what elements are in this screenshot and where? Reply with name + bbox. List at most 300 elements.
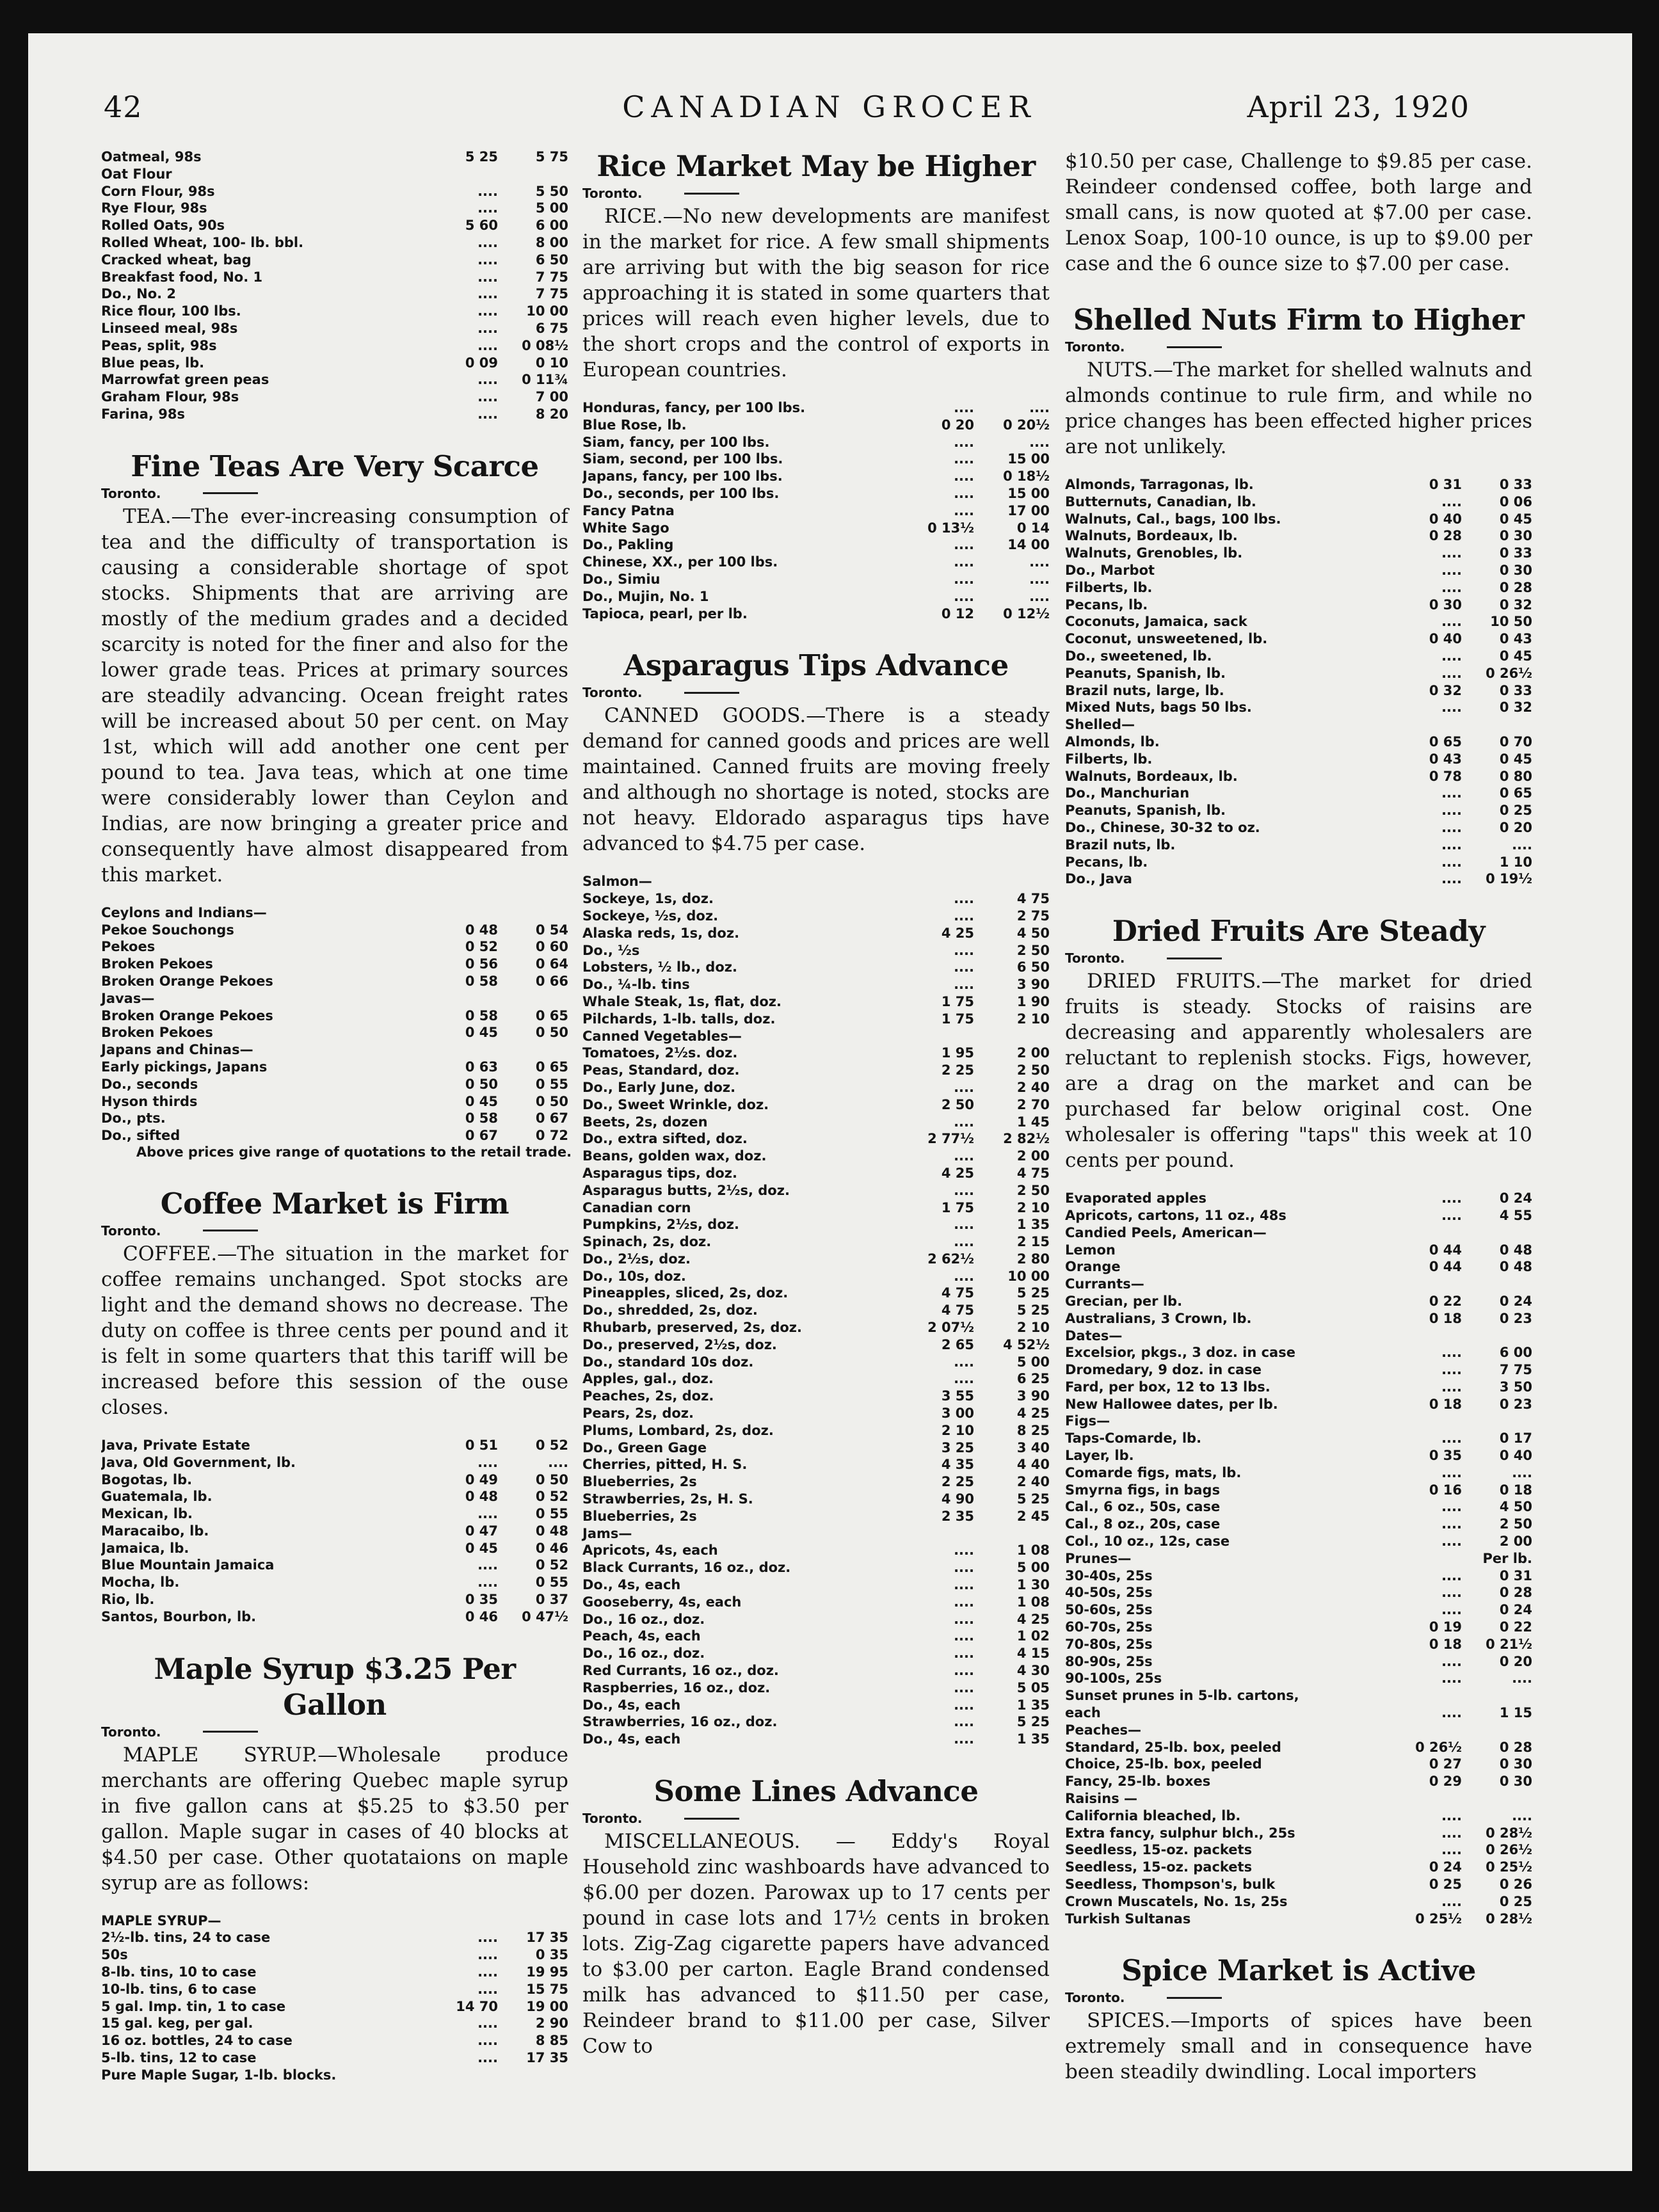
price-low: 0 18 <box>1429 1636 1462 1652</box>
maple-dateline: Toronto. <box>101 1724 568 1740</box>
item-name: Sockeye, 1s, doz. <box>582 891 714 907</box>
price-row <box>101 1007 568 1025</box>
item-name: Gooseberry, 4s, each <box>582 1594 742 1610</box>
price-high: 0 64 <box>535 956 568 972</box>
price-high: .... <box>1029 588 1050 604</box>
price-low: 0 47 <box>465 1523 498 1539</box>
item-name: MAPLE SYRUP— <box>101 1912 221 1928</box>
price-row <box>582 1079 1050 1096</box>
price-low: .... <box>477 200 498 216</box>
price-high: 5 50 <box>535 183 568 199</box>
price-row <box>582 1645 1050 1662</box>
nuts-dateline: Toronto. <box>1065 339 1532 355</box>
column-right <box>1065 148 1532 2085</box>
price-high: 2 10 <box>1016 1199 1050 1215</box>
price-high: .... <box>1512 1464 1532 1480</box>
item-name: Sunset prunes in 5-lb. cartons, <box>1065 1688 1299 1704</box>
item-name: Mocha, lb. <box>101 1575 180 1591</box>
price-row <box>101 1964 568 1981</box>
price-high: 0 23 <box>1499 1396 1532 1412</box>
price-high: .... <box>1512 837 1532 853</box>
price-row <box>101 990 568 1007</box>
item-name: Pineapples, sliced, 2s, doz. <box>582 1285 789 1301</box>
price-low: 4 90 <box>941 1491 974 1507</box>
item-name: Java, Old Government, lb. <box>101 1454 296 1470</box>
item-name: Do., Marbot <box>1065 562 1155 578</box>
price-high: 1 15 <box>1499 1705 1532 1721</box>
price-high: 6 50 <box>1016 959 1050 975</box>
price-row <box>582 1508 1050 1525</box>
price-high: 0 14 <box>1016 520 1050 536</box>
price-high: 0 17 <box>1499 1431 1532 1447</box>
price-high: 14 00 <box>1007 537 1050 553</box>
column-left <box>101 148 572 2084</box>
price-row <box>582 1045 1050 1062</box>
price-low: 4 75 <box>941 1285 974 1301</box>
price-row <box>582 1594 1050 1611</box>
price-high: 4 25 <box>1016 1406 1050 1422</box>
price-row <box>582 908 1050 925</box>
price-row <box>101 166 568 183</box>
price-row <box>1065 1841 1532 1859</box>
price-row <box>101 234 568 252</box>
price-low: 0 58 <box>465 1007 498 1023</box>
price-row <box>582 1628 1050 1645</box>
price-low: .... <box>477 252 498 268</box>
item-name: Figs— <box>1065 1413 1110 1429</box>
price-high: 0 20 <box>1499 819 1532 835</box>
price-high: 7 75 <box>1499 1362 1532 1378</box>
price-high: 2 50 <box>1016 942 1050 958</box>
price-low: .... <box>1441 493 1462 509</box>
column-middle <box>582 148 1050 2059</box>
price-high: 0 65 <box>1499 785 1532 801</box>
price-low: .... <box>477 269 498 285</box>
price-low: .... <box>1441 562 1462 578</box>
price-row <box>582 1354 1050 1371</box>
item-name: Excelsior, pkgs., 3 doz. in case <box>1065 1345 1295 1361</box>
price-row <box>101 183 568 200</box>
price-high: 0 72 <box>535 1128 568 1144</box>
price-low: .... <box>477 1930 498 1946</box>
price-row <box>582 1302 1050 1319</box>
price-row <box>582 1251 1050 1268</box>
price-low: 4 35 <box>941 1457 974 1473</box>
price-high: 0 45 <box>1499 511 1532 527</box>
price-row <box>101 320 568 337</box>
price-low: 0 31 <box>1429 477 1462 492</box>
price-high: 0 19½ <box>1486 871 1532 887</box>
price-low: .... <box>1441 545 1462 561</box>
price-row <box>101 337 568 355</box>
price-row <box>101 1110 568 1127</box>
item-name: Filberts, lb. <box>1065 579 1153 595</box>
price-row <box>582 520 1050 537</box>
price-low: .... <box>1441 665 1462 681</box>
price-low: .... <box>954 1543 974 1559</box>
misc-headline: Some Lines Advance <box>653 1774 979 1808</box>
price-high: 0 35 <box>535 1947 568 1963</box>
price-low: .... <box>1441 1705 1462 1721</box>
item-name: Corn Flour, 98s <box>101 183 215 199</box>
price-high: 17 00 <box>1007 502 1050 518</box>
price-row <box>582 1525 1050 1543</box>
item-name: Prunes— <box>1065 1550 1132 1566</box>
price-high: 0 28½ <box>1486 1825 1532 1841</box>
price-row <box>1065 1413 1532 1430</box>
item-name: Do., ½s <box>582 942 640 958</box>
price-row <box>1065 1653 1532 1671</box>
price-high: .... <box>1029 400 1050 415</box>
item-name: 40-50s, 25s <box>1065 1585 1153 1601</box>
price-row <box>582 1285 1050 1302</box>
item-name: Cal., 6 oz., 50s, case <box>1065 1499 1221 1515</box>
price-high: 3 50 <box>1499 1379 1532 1395</box>
item-name: 15 gal. keg, per gal. <box>101 2016 253 2032</box>
item-name: Do., Sweet Wrinkle, doz. <box>582 1096 769 1112</box>
price-row <box>1065 1601 1532 1619</box>
maple-headline: Maple Syrup $3.25 Per Gallon <box>154 1651 516 1722</box>
item-name: Breakfast food, No. 1 <box>101 269 263 285</box>
item-name: White Sago <box>582 520 669 536</box>
item-name: Broken Pekoes <box>101 1025 213 1041</box>
price-low: .... <box>954 1560 974 1576</box>
price-high: 4 30 <box>1016 1663 1050 1679</box>
price-low: .... <box>954 1371 974 1387</box>
price-high: 0 26½ <box>1486 1842 1532 1858</box>
price-row <box>1065 1773 1532 1790</box>
price-row <box>582 571 1050 588</box>
price-row <box>582 1542 1050 1559</box>
price-low: 0 49 <box>465 1471 498 1487</box>
item-name: Do., Chinese, 30-32 to oz. <box>1065 819 1260 835</box>
price-high: 0 30 <box>1499 1756 1532 1772</box>
price-low: .... <box>1441 1653 1462 1669</box>
price-row <box>101 1127 568 1144</box>
item-name: Do., Mujin, No. 1 <box>582 588 709 604</box>
price-low: .... <box>954 469 974 485</box>
price-high: 0 55 <box>535 1076 568 1092</box>
item-name: 16 oz. bottles, 24 to case <box>101 2033 293 2049</box>
price-high: 0 48 <box>535 1523 568 1539</box>
price-row <box>582 1062 1050 1079</box>
price-high: .... <box>1029 554 1050 570</box>
price-low: .... <box>954 891 974 907</box>
coffee-headline: Coffee Market is Firm <box>160 1186 509 1221</box>
price-low: .... <box>954 942 974 958</box>
item-name: Do., shredded, 2s, doz. <box>582 1302 758 1318</box>
price-high: 2 40 <box>1016 1474 1050 1490</box>
price-low: .... <box>954 1148 974 1164</box>
price-low: .... <box>1441 1190 1462 1206</box>
price-row <box>101 1929 568 1946</box>
price-low: 1 75 <box>941 993 974 1009</box>
item-name: Peaches, 2s, doz. <box>582 1388 714 1404</box>
price-high: 2 70 <box>1016 1096 1050 1112</box>
price-row <box>1065 802 1532 819</box>
price-high: 5 75 <box>535 149 568 164</box>
item-name: 8-lb. tins, 10 to case <box>101 1964 257 1980</box>
price-row <box>582 605 1050 623</box>
price-high: 0 33 <box>1499 545 1532 561</box>
nuts-headline: Shelled Nuts Firm to Higher <box>1073 303 1525 337</box>
item-name: Peas, Standard, doz. <box>582 1062 740 1078</box>
item-name: Extra fancy, sulphur blch., 25s <box>1065 1825 1295 1841</box>
price-row <box>582 976 1050 993</box>
item-name: Layer, lb. <box>1065 1448 1134 1464</box>
price-high: 0 22 <box>1499 1619 1532 1635</box>
item-name: Almonds, lb. <box>1065 733 1160 749</box>
item-name: Do., 16 oz., doz. <box>582 1646 705 1662</box>
item-name: Peanuts, Spanish, lb. <box>1065 803 1226 819</box>
price-row <box>1065 1756 1532 1773</box>
price-row <box>101 938 568 956</box>
maple-article-body: MAPLE SYRUP.—Wholesale produce merchants are offering Quebec maple syrup in five gallon cans at $5.25 to $3.50 per gallon. Maple sugar in cases of 40 blocks at $4.50 per case. Other quotataions on maple syrup are as follows: <box>101 1743 568 1895</box>
item-name: Black Currants, 16 oz., doz. <box>582 1560 791 1576</box>
price-row <box>1065 613 1532 630</box>
item-name: Do., No. 2 <box>101 286 177 302</box>
price-low: 2 77½ <box>927 1131 974 1147</box>
price-high: 2 15 <box>1016 1234 1050 1250</box>
price-row <box>1065 1739 1532 1756</box>
price-row <box>582 1268 1050 1285</box>
tea-price-note: Above prices give range of quotations to the retail trade. <box>136 1144 572 1160</box>
price-high: 3 90 <box>1016 1388 1050 1404</box>
price-low: 5 25 <box>465 149 498 164</box>
item-name: Coconuts, Jamaica, sack <box>1065 614 1247 630</box>
price-row <box>101 355 568 372</box>
item-name: 90-100s, 25s <box>1065 1671 1162 1687</box>
item-name: Blueberries, 2s <box>582 1474 697 1490</box>
price-row <box>101 1981 568 1998</box>
item-name: Salmon— <box>582 874 652 890</box>
price-high: 8 00 <box>535 234 568 250</box>
price-low: 0 48 <box>465 1489 498 1505</box>
price-high: 0 06 <box>1499 493 1532 509</box>
item-name: Australians, 3 Crown, lb. <box>1065 1310 1252 1326</box>
price-low: .... <box>1441 579 1462 595</box>
price-row <box>1065 1670 1532 1687</box>
price-high: 3 90 <box>1016 977 1050 993</box>
price-low: .... <box>477 1981 498 1997</box>
nuts-article-body: NUTS.—The market for shelled walnuts and almonds continue to rule firm, and while no price changes has been effected higher prices are not unlikely. <box>1065 358 1532 458</box>
price-low: .... <box>1441 1345 1462 1361</box>
item-name: 10-lb. tins, 6 to case <box>101 1981 257 1997</box>
price-high: 2 50 <box>1499 1516 1532 1532</box>
item-name: Tapioca, pearl, per lb. <box>582 605 748 621</box>
price-high: 4 52½ <box>1003 1336 1050 1352</box>
price-row <box>101 1523 568 1540</box>
item-name: Pekoes <box>101 939 156 955</box>
price-high: 4 50 <box>1016 925 1050 941</box>
price-low: .... <box>1441 1825 1462 1841</box>
price-row <box>1065 1619 1532 1636</box>
item-name: Do., Manchurian <box>1065 785 1190 801</box>
item-name: Do., 10s, doz. <box>582 1268 686 1284</box>
price-low: .... <box>477 2016 498 2032</box>
price-low: 3 00 <box>941 1406 974 1422</box>
price-high: .... <box>1512 1807 1532 1823</box>
price-high: 2 75 <box>1016 908 1050 924</box>
item-name: Java, Private Estate <box>101 1437 250 1453</box>
price-row <box>582 417 1050 434</box>
price-high: 0 28½ <box>1486 1911 1532 1927</box>
price-row <box>101 2067 568 2084</box>
item-name: Pilchards, 1-lb. talls, doz. <box>582 1011 776 1027</box>
price-low: .... <box>954 1354 974 1370</box>
price-row <box>1065 1911 1532 1928</box>
price-high: 0 45 <box>1499 648 1532 664</box>
item-name: Japans, fancy, per 100 lbs. <box>582 469 783 485</box>
price-high: 17 35 <box>526 2050 568 2066</box>
price-row <box>101 389 568 406</box>
item-name: 50-60s, 25s <box>1065 1602 1153 1618</box>
magazine-title: CANADIAN GROCER <box>622 90 1037 124</box>
price-row <box>582 1456 1050 1473</box>
price-high: 0 80 <box>1499 768 1532 784</box>
price-low: 3 55 <box>941 1388 974 1404</box>
price-row <box>582 1611 1050 1628</box>
price-row <box>1065 1447 1532 1464</box>
item-name: Peach, 4s, each <box>582 1628 701 1644</box>
item-name: Jamaica, lb. <box>101 1540 189 1556</box>
price-row <box>1065 1704 1532 1722</box>
price-low: .... <box>477 2033 498 2049</box>
item-name: Cherries, pitted, H. S. <box>582 1457 748 1473</box>
item-name: Walnuts, Grenobles, lb. <box>1065 545 1243 561</box>
item-name: Coconut, unsweetened, lb. <box>1065 631 1268 647</box>
price-high: 0 28 <box>1499 1585 1532 1601</box>
price-row <box>1065 1293 1532 1310</box>
price-low: .... <box>1441 1499 1462 1515</box>
price-low: 0 45 <box>465 1093 498 1109</box>
item-name: Ceylons and Indians— <box>101 904 267 920</box>
price-row <box>582 1491 1050 1508</box>
price-high: 0 32 <box>1499 700 1532 716</box>
price-row <box>1065 1361 1532 1379</box>
price-high: 7 75 <box>535 286 568 302</box>
price-high: 1 10 <box>1499 854 1532 870</box>
price-low: 0 40 <box>1429 511 1462 527</box>
price-high: 5 25 <box>1016 1714 1050 1730</box>
item-name: Cracked wheat, bag <box>101 252 252 268</box>
item-name: Do., 2½s, doz. <box>582 1251 691 1267</box>
price-row <box>1065 1584 1532 1601</box>
item-name: 2½-lb. tins, 24 to case <box>101 1930 271 1946</box>
price-row <box>1065 597 1532 614</box>
item-name: Do., standard 10s doz. <box>582 1354 754 1370</box>
item-name: Dromedary, 9 doz. in case <box>1065 1362 1262 1378</box>
price-row <box>582 399 1050 417</box>
price-low: .... <box>477 1575 498 1591</box>
price-row <box>582 468 1050 485</box>
price-low: .... <box>477 1506 498 1522</box>
price-row <box>1065 511 1532 528</box>
price-high: 0 18 <box>1499 1482 1532 1498</box>
price-row <box>1065 1276 1532 1293</box>
price-low: .... <box>1441 614 1462 630</box>
item-name: Turkish Sultanas <box>1065 1911 1191 1927</box>
price-high: 0 25 <box>1499 1893 1532 1909</box>
item-name: Rye Flour, 98s <box>101 200 207 216</box>
price-row <box>101 922 568 939</box>
price-high: 0 26½ <box>1486 665 1532 681</box>
price-high: 8 85 <box>535 2033 568 2049</box>
price-high: 5 25 <box>1016 1302 1050 1318</box>
asparagus-dateline: Toronto. <box>582 685 1050 700</box>
price-row <box>101 956 568 973</box>
price-high: .... <box>548 1454 568 1470</box>
price-high: 2 50 <box>1016 1062 1050 1078</box>
price-low: 0 48 <box>465 922 498 938</box>
price-low: .... <box>954 1217 974 1233</box>
price-low: .... <box>477 2050 498 2066</box>
item-name: Walnuts, Bordeaux, lb. <box>1065 528 1238 544</box>
price-high: 0 65 <box>535 1059 568 1075</box>
item-name: Fancy Patna <box>582 502 675 518</box>
price-row <box>101 1488 568 1505</box>
price-high: 0 30 <box>1499 1774 1532 1790</box>
price-row <box>582 1148 1050 1165</box>
item-name: Mixed Nuts, bags 50 lbs. <box>1065 700 1252 716</box>
price-row <box>582 588 1050 605</box>
price-row <box>1065 1464 1532 1482</box>
price-low: .... <box>954 1697 974 1713</box>
price-row <box>101 1946 568 1964</box>
price-high: 2 40 <box>1016 1079 1050 1095</box>
price-row <box>582 890 1050 908</box>
nuts-price-table <box>1065 476 1532 888</box>
price-low <box>1398 1550 1473 1567</box>
price-high: 0 10 <box>535 355 568 371</box>
price-low: .... <box>1441 648 1462 664</box>
price-row <box>582 554 1050 571</box>
spice-headline: Spice Market is Active <box>1121 1953 1476 1988</box>
price-row <box>582 1028 1050 1045</box>
price-row <box>1065 1636 1532 1653</box>
tea-article-body: TEA.—The ever-increasing consumption of tea and the difficulty of transportation is causing a considerable shortage of spot stocks. Shipments that are arriving are mostly of the medium grades and a decided scarcity is noted for the finer and also for the lower grade teas. Prices at primary sources are steadily advancing. Ocean freight rates will be increased about 50 per cent. on May 1st, which will add another one cent per pound to tea. Java teas, which at one time were considerably lower than Ceylon and Indias, are now bringing a greater price and consequently have almost disappeared from this market. <box>101 504 568 886</box>
price-high: 0 48 <box>1499 1259 1532 1275</box>
item-name: Peas, split, 98s <box>101 337 217 353</box>
price-high: 0 11¾ <box>522 372 568 388</box>
item-name: Do., Simiu <box>582 571 661 587</box>
price-row <box>1065 1825 1532 1842</box>
price-high: 4 40 <box>1016 1457 1050 1473</box>
dried-fruits-price-table <box>1065 1190 1532 1927</box>
price-row <box>1065 1567 1532 1585</box>
price-high: 2 00 <box>1016 1045 1050 1061</box>
price-high: 0 21½ <box>1486 1636 1532 1652</box>
price-row <box>101 1912 568 1930</box>
price-row <box>1065 1379 1532 1396</box>
price-high: 0 12½ <box>1003 605 1050 621</box>
item-name: Do., ¼-lb. tins <box>582 977 690 993</box>
price-low: 4 25 <box>941 925 974 941</box>
price-row <box>101 904 568 922</box>
item-name: Lobsters, ½ lb., doz. <box>582 959 737 975</box>
price-high: 2 45 <box>1016 1508 1050 1524</box>
price-row <box>582 451 1050 468</box>
price-row <box>1065 1876 1532 1893</box>
price-low: 3 25 <box>941 1439 974 1455</box>
price-row <box>582 1165 1050 1182</box>
price-row <box>582 1422 1050 1439</box>
item-name: Dates— <box>1065 1327 1123 1343</box>
item-name: Marrowfat green peas <box>101 372 269 388</box>
price-high: 1 45 <box>1016 1114 1050 1130</box>
price-high: 15 75 <box>526 1981 568 1997</box>
price-high: 0 20½ <box>1003 417 1050 433</box>
